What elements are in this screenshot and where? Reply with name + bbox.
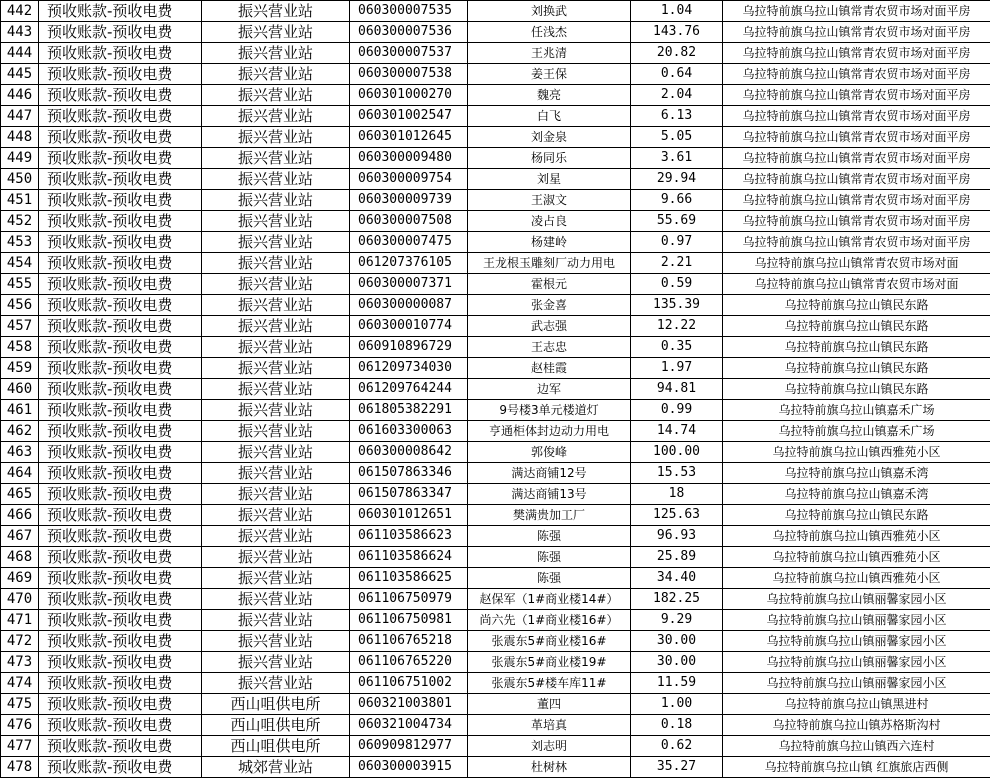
account-number-cell[interactable]: 060300007371 — [350, 274, 468, 295]
amount-cell[interactable]: 30.00 — [631, 631, 723, 652]
station-cell[interactable]: 振兴营业站 — [202, 253, 350, 274]
account-number-cell[interactable]: 060300003915 — [350, 757, 468, 778]
account-type-cell[interactable]: 预收账款-预收电费 — [39, 85, 202, 106]
row-number-cell[interactable]: 458 — [1, 337, 39, 358]
address-cell[interactable]: 乌拉特前旗乌拉山镇嘉禾广场 — [723, 421, 990, 442]
account-number-cell[interactable]: 060300008642 — [350, 442, 468, 463]
table-row[interactable] — [1, 673, 990, 694]
amount-cell[interactable]: 9.29 — [631, 610, 723, 631]
row-number-cell[interactable]: 461 — [1, 400, 39, 421]
row-number-cell[interactable]: 476 — [1, 715, 39, 736]
account-type-cell[interactable]: 预收账款-预收电费 — [39, 463, 202, 484]
account-number-cell[interactable]: 060300009739 — [350, 190, 468, 211]
account-type-cell[interactable]: 预收账款-预收电费 — [39, 736, 202, 757]
row-number-cell[interactable]: 447 — [1, 106, 39, 127]
customer-name-cell[interactable]: 张震东5#商业楼19# — [468, 652, 631, 673]
account-type-cell[interactable]: 预收账款-预收电费 — [39, 568, 202, 589]
table-row[interactable] — [1, 505, 990, 526]
table-row[interactable] — [1, 190, 990, 211]
customer-name-cell[interactable]: 杨同乐 — [468, 148, 631, 169]
account-number-cell[interactable]: 060300000087 — [350, 295, 468, 316]
account-number-cell[interactable]: 061106750981 — [350, 610, 468, 631]
station-cell[interactable]: 振兴营业站 — [202, 148, 350, 169]
address-cell[interactable]: 乌拉特前旗乌拉山镇民东路 — [723, 379, 990, 400]
station-cell[interactable]: 振兴营业站 — [202, 547, 350, 568]
address-cell[interactable]: 乌拉特前旗乌拉山镇常青农贸市场对面平房 — [723, 190, 990, 211]
address-cell[interactable]: 乌拉特前旗乌拉山镇常青农贸市场对面平房 — [723, 169, 990, 190]
station-cell[interactable]: 振兴营业站 — [202, 673, 350, 694]
address-cell[interactable]: 乌拉特前旗乌拉山镇苏格斯沟村 — [723, 715, 990, 736]
account-number-cell[interactable]: 060300009480 — [350, 148, 468, 169]
account-type-cell[interactable]: 预收账款-预收电费 — [39, 526, 202, 547]
table-row[interactable] — [1, 547, 990, 568]
customer-name-cell[interactable]: 王龙根玉雕刻厂动力用电 — [468, 253, 631, 274]
amount-cell[interactable]: 12.22 — [631, 316, 723, 337]
account-type-cell[interactable]: 预收账款-预收电费 — [39, 64, 202, 85]
address-cell[interactable]: 乌拉特前旗乌拉山镇常青农贸市场对面平房 — [723, 22, 990, 43]
table-row[interactable] — [1, 169, 990, 190]
table-row[interactable] — [1, 64, 990, 85]
table-row[interactable] — [1, 22, 990, 43]
table-row[interactable] — [1, 694, 990, 715]
station-cell[interactable]: 振兴营业站 — [202, 316, 350, 337]
table-row[interactable] — [1, 316, 990, 337]
customer-name-cell[interactable]: 9号楼3单元楼道灯 — [468, 400, 631, 421]
table-row[interactable] — [1, 568, 990, 589]
address-cell[interactable]: 乌拉特前旗乌拉山镇常青农贸市场对面平房 — [723, 148, 990, 169]
account-number-cell[interactable]: 060910896729 — [350, 337, 468, 358]
account-number-cell[interactable]: 061106750979 — [350, 589, 468, 610]
account-number-cell[interactable]: 061507863346 — [350, 463, 468, 484]
account-type-cell[interactable]: 预收账款-预收电费 — [39, 421, 202, 442]
customer-name-cell[interactable]: 赵桂霞 — [468, 358, 631, 379]
account-number-cell[interactable]: 061209734030 — [350, 358, 468, 379]
amount-cell[interactable]: 0.97 — [631, 232, 723, 253]
address-cell[interactable]: 乌拉特前旗乌拉山镇嘉禾湾 — [723, 484, 990, 505]
account-type-cell[interactable]: 预收账款-预收电费 — [39, 1, 202, 22]
station-cell[interactable]: 振兴营业站 — [202, 568, 350, 589]
customer-name-cell[interactable]: 白飞 — [468, 106, 631, 127]
address-cell[interactable]: 乌拉特前旗乌拉山镇常青农贸市场对面平房 — [723, 211, 990, 232]
table-row[interactable] — [1, 421, 990, 442]
address-cell[interactable]: 乌拉特前旗乌拉山镇西雅苑小区 — [723, 568, 990, 589]
table-row[interactable] — [1, 253, 990, 274]
table-row[interactable] — [1, 610, 990, 631]
account-number-cell[interactable]: 060300007538 — [350, 64, 468, 85]
row-number-cell[interactable]: 460 — [1, 379, 39, 400]
address-cell[interactable]: 乌拉特前旗乌拉山镇常青农贸市场对面平房 — [723, 85, 990, 106]
row-number-cell[interactable]: 478 — [1, 757, 39, 778]
account-type-cell[interactable]: 预收账款-预收电费 — [39, 169, 202, 190]
customer-name-cell[interactable]: 霍根元 — [468, 274, 631, 295]
row-number-cell[interactable]: 452 — [1, 211, 39, 232]
account-type-cell[interactable]: 预收账款-预收电费 — [39, 379, 202, 400]
row-number-cell[interactable]: 471 — [1, 610, 39, 631]
station-cell[interactable]: 振兴营业站 — [202, 526, 350, 547]
station-cell[interactable]: 振兴营业站 — [202, 400, 350, 421]
account-number-cell[interactable]: 060300009754 — [350, 169, 468, 190]
row-number-cell[interactable]: 446 — [1, 85, 39, 106]
row-number-cell[interactable]: 468 — [1, 547, 39, 568]
account-type-cell[interactable]: 预收账款-预收电费 — [39, 505, 202, 526]
row-number-cell[interactable]: 464 — [1, 463, 39, 484]
amount-cell[interactable]: 11.59 — [631, 673, 723, 694]
row-number-cell[interactable]: 477 — [1, 736, 39, 757]
account-type-cell[interactable]: 预收账款-预收电费 — [39, 232, 202, 253]
account-number-cell[interactable]: 060300007508 — [350, 211, 468, 232]
address-cell[interactable]: 乌拉特前旗乌拉山镇 红旗旅店西侧 — [723, 757, 990, 778]
customer-name-cell[interactable]: 姜王保 — [468, 64, 631, 85]
row-number-cell[interactable]: 463 — [1, 442, 39, 463]
address-cell[interactable]: 乌拉特前旗乌拉山镇常青农贸市场对面平房 — [723, 232, 990, 253]
amount-cell[interactable]: 96.93 — [631, 526, 723, 547]
table-row[interactable] — [1, 463, 990, 484]
amount-cell[interactable]: 15.53 — [631, 463, 723, 484]
station-cell[interactable]: 振兴营业站 — [202, 610, 350, 631]
address-cell[interactable]: 乌拉特前旗乌拉山镇丽馨家园小区 — [723, 631, 990, 652]
station-cell[interactable]: 振兴营业站 — [202, 274, 350, 295]
customer-name-cell[interactable]: 武志强 — [468, 316, 631, 337]
row-number-cell[interactable]: 462 — [1, 421, 39, 442]
table-row[interactable] — [1, 589, 990, 610]
address-cell[interactable]: 乌拉特前旗乌拉山镇丽馨家园小区 — [723, 589, 990, 610]
customer-name-cell[interactable]: 杜树林 — [468, 757, 631, 778]
account-number-cell[interactable]: 061103586623 — [350, 526, 468, 547]
station-cell[interactable]: 振兴营业站 — [202, 505, 350, 526]
account-number-cell[interactable]: 061106751002 — [350, 673, 468, 694]
station-cell[interactable]: 振兴营业站 — [202, 358, 350, 379]
account-type-cell[interactable]: 预收账款-预收电费 — [39, 211, 202, 232]
table-row[interactable] — [1, 400, 990, 421]
account-number-cell[interactable]: 060300007535 — [350, 1, 468, 22]
account-type-cell[interactable]: 预收账款-预收电费 — [39, 694, 202, 715]
customer-name-cell[interactable]: 革培真 — [468, 715, 631, 736]
row-number-cell[interactable]: 465 — [1, 484, 39, 505]
table-row[interactable] — [1, 526, 990, 547]
customer-name-cell[interactable]: 张震东5#楼车库11# — [468, 673, 631, 694]
amount-cell[interactable]: 35.27 — [631, 757, 723, 778]
row-number-cell[interactable]: 449 — [1, 148, 39, 169]
address-cell[interactable]: 乌拉特前旗乌拉山镇民东路 — [723, 505, 990, 526]
account-type-cell[interactable]: 预收账款-预收电费 — [39, 673, 202, 694]
amount-cell[interactable]: 5.05 — [631, 127, 723, 148]
account-type-cell[interactable]: 预收账款-预收电费 — [39, 589, 202, 610]
amount-cell[interactable]: 0.99 — [631, 400, 723, 421]
amount-cell[interactable]: 34.40 — [631, 568, 723, 589]
address-cell[interactable]: 乌拉特前旗乌拉山镇民东路 — [723, 358, 990, 379]
address-cell[interactable]: 乌拉特前旗乌拉山镇西雅苑小区 — [723, 442, 990, 463]
amount-cell[interactable]: 94.81 — [631, 379, 723, 400]
customer-name-cell[interactable]: 满达商铺13号 — [468, 484, 631, 505]
station-cell[interactable]: 振兴营业站 — [202, 442, 350, 463]
row-number-cell[interactable]: 459 — [1, 358, 39, 379]
address-cell[interactable]: 乌拉特前旗乌拉山镇嘉禾广场 — [723, 400, 990, 421]
station-cell[interactable]: 振兴营业站 — [202, 43, 350, 64]
table-row[interactable] — [1, 631, 990, 652]
row-number-cell[interactable]: 454 — [1, 253, 39, 274]
row-number-cell[interactable]: 443 — [1, 22, 39, 43]
customer-name-cell[interactable]: 陈强 — [468, 547, 631, 568]
station-cell[interactable]: 振兴营业站 — [202, 127, 350, 148]
account-number-cell[interactable]: 060301002547 — [350, 106, 468, 127]
account-type-cell[interactable]: 预收账款-预收电费 — [39, 295, 202, 316]
station-cell[interactable]: 振兴营业站 — [202, 106, 350, 127]
account-number-cell[interactable]: 060300007536 — [350, 22, 468, 43]
table-row[interactable] — [1, 106, 990, 127]
amount-cell[interactable]: 135.39 — [631, 295, 723, 316]
account-number-cell[interactable]: 061209764244 — [350, 379, 468, 400]
table-row[interactable] — [1, 379, 990, 400]
table-row[interactable] — [1, 148, 990, 169]
table-row[interactable] — [1, 652, 990, 673]
row-number-cell[interactable]: 444 — [1, 43, 39, 64]
address-cell[interactable]: 乌拉特前旗乌拉山镇丽馨家园小区 — [723, 673, 990, 694]
customer-name-cell[interactable]: 陈强 — [468, 568, 631, 589]
address-cell[interactable]: 乌拉特前旗乌拉山镇民东路 — [723, 295, 990, 316]
customer-name-cell[interactable]: 王淑文 — [468, 190, 631, 211]
account-type-cell[interactable]: 预收账款-预收电费 — [39, 631, 202, 652]
customer-name-cell[interactable]: 张震东5#商业楼16# — [468, 631, 631, 652]
row-number-cell[interactable]: 474 — [1, 673, 39, 694]
customer-name-cell[interactable]: 郭俊峰 — [468, 442, 631, 463]
station-cell[interactable]: 振兴营业站 — [202, 211, 350, 232]
account-type-cell[interactable]: 预收账款-预收电费 — [39, 337, 202, 358]
account-number-cell[interactable]: 060300010774 — [350, 316, 468, 337]
row-number-cell[interactable]: 470 — [1, 589, 39, 610]
account-number-cell[interactable]: 060321004734 — [350, 715, 468, 736]
address-cell[interactable]: 乌拉特前旗乌拉山镇常青农贸市场对面平房 — [723, 127, 990, 148]
row-number-cell[interactable]: 467 — [1, 526, 39, 547]
account-number-cell[interactable]: 061103586624 — [350, 547, 468, 568]
station-cell[interactable]: 西山咀供电所 — [202, 715, 350, 736]
customer-name-cell[interactable]: 边军 — [468, 379, 631, 400]
row-number-cell[interactable]: 442 — [1, 1, 39, 22]
station-cell[interactable]: 振兴营业站 — [202, 22, 350, 43]
customer-name-cell[interactable]: 陈强 — [468, 526, 631, 547]
row-number-cell[interactable]: 469 — [1, 568, 39, 589]
station-cell[interactable]: 振兴营业站 — [202, 85, 350, 106]
account-type-cell[interactable]: 预收账款-预收电费 — [39, 652, 202, 673]
customer-name-cell[interactable]: 刘志明 — [468, 736, 631, 757]
customer-name-cell[interactable]: 樊满贵加工厂 — [468, 505, 631, 526]
address-cell[interactable]: 乌拉特前旗乌拉山镇常青农贸市场对面平房 — [723, 43, 990, 64]
account-number-cell[interactable]: 061805382291 — [350, 400, 468, 421]
account-type-cell[interactable]: 预收账款-预收电费 — [39, 547, 202, 568]
account-number-cell[interactable]: 061103586625 — [350, 568, 468, 589]
station-cell[interactable]: 振兴营业站 — [202, 379, 350, 400]
account-type-cell[interactable]: 预收账款-预收电费 — [39, 43, 202, 64]
account-type-cell[interactable]: 预收账款-预收电费 — [39, 316, 202, 337]
station-cell[interactable]: 振兴营业站 — [202, 295, 350, 316]
address-cell[interactable]: 乌拉特前旗乌拉山镇民东路 — [723, 316, 990, 337]
station-cell[interactable]: 西山咀供电所 — [202, 694, 350, 715]
account-type-cell[interactable]: 预收账款-预收电费 — [39, 22, 202, 43]
address-cell[interactable]: 乌拉特前旗乌拉山镇嘉禾湾 — [723, 463, 990, 484]
station-cell[interactable]: 西山咀供电所 — [202, 736, 350, 757]
amount-cell[interactable]: 0.35 — [631, 337, 723, 358]
address-cell[interactable]: 乌拉特前旗乌拉山镇黑进村 — [723, 694, 990, 715]
address-cell[interactable]: 乌拉特前旗乌拉山镇民东路 — [723, 337, 990, 358]
address-cell[interactable]: 乌拉特前旗乌拉山镇丽馨家园小区 — [723, 652, 990, 673]
station-cell[interactable]: 振兴营业站 — [202, 337, 350, 358]
customer-name-cell[interactable]: 亨通柜体封边动力用电 — [468, 421, 631, 442]
amount-cell[interactable]: 14.74 — [631, 421, 723, 442]
account-number-cell[interactable]: 061106765218 — [350, 631, 468, 652]
customer-name-cell[interactable]: 任浅杰 — [468, 22, 631, 43]
account-type-cell[interactable]: 预收账款-预收电费 — [39, 127, 202, 148]
row-number-cell[interactable]: 448 — [1, 127, 39, 148]
amount-cell[interactable]: 182.25 — [631, 589, 723, 610]
account-number-cell[interactable]: 061507863347 — [350, 484, 468, 505]
amount-cell[interactable]: 20.82 — [631, 43, 723, 64]
customer-name-cell[interactable]: 刘换武 — [468, 1, 631, 22]
amount-cell[interactable]: 1.00 — [631, 694, 723, 715]
address-cell[interactable]: 乌拉特前旗乌拉山镇常青农贸市场对面平房 — [723, 106, 990, 127]
table-row[interactable] — [1, 1, 990, 22]
account-number-cell[interactable]: 060301000270 — [350, 85, 468, 106]
station-cell[interactable]: 城郊营业站 — [202, 757, 350, 778]
amount-cell[interactable]: 2.21 — [631, 253, 723, 274]
station-cell[interactable]: 振兴营业站 — [202, 589, 350, 610]
station-cell[interactable]: 振兴营业站 — [202, 631, 350, 652]
account-number-cell[interactable]: 060301012645 — [350, 127, 468, 148]
account-type-cell[interactable]: 预收账款-预收电费 — [39, 148, 202, 169]
amount-cell[interactable]: 125.63 — [631, 505, 723, 526]
address-cell[interactable]: 乌拉特前旗乌拉山镇西雅苑小区 — [723, 547, 990, 568]
table-body — [1, 1, 990, 778]
amount-cell[interactable]: 0.59 — [631, 274, 723, 295]
customer-name-cell[interactable]: 王志忠 — [468, 337, 631, 358]
table-row[interactable] — [1, 337, 990, 358]
amount-cell[interactable]: 2.04 — [631, 85, 723, 106]
amount-cell[interactable]: 30.00 — [631, 652, 723, 673]
station-cell[interactable]: 振兴营业站 — [202, 421, 350, 442]
station-cell[interactable]: 振兴营业站 — [202, 190, 350, 211]
table-row[interactable] — [1, 442, 990, 463]
amount-cell[interactable]: 143.76 — [631, 22, 723, 43]
account-type-cell[interactable]: 预收账款-预收电费 — [39, 484, 202, 505]
station-cell[interactable]: 振兴营业站 — [202, 232, 350, 253]
account-type-cell[interactable]: 预收账款-预收电费 — [39, 442, 202, 463]
amount-cell[interactable]: 9.66 — [631, 190, 723, 211]
customer-name-cell[interactable]: 刘星 — [468, 169, 631, 190]
amount-cell[interactable]: 1.04 — [631, 1, 723, 22]
table-row[interactable] — [1, 85, 990, 106]
customer-name-cell[interactable]: 董四 — [468, 694, 631, 715]
amount-cell[interactable]: 18 — [631, 484, 723, 505]
table-row[interactable] — [1, 757, 990, 778]
amount-cell[interactable]: 6.13 — [631, 106, 723, 127]
address-cell[interactable]: 乌拉特前旗乌拉山镇西雅苑小区 — [723, 526, 990, 547]
amount-cell[interactable]: 0.64 — [631, 64, 723, 85]
table-row[interactable] — [1, 274, 990, 295]
customer-name-cell[interactable]: 刘金泉 — [468, 127, 631, 148]
account-number-cell[interactable]: 060321003801 — [350, 694, 468, 715]
account-type-cell[interactable]: 预收账款-预收电费 — [39, 253, 202, 274]
row-number-cell[interactable]: 455 — [1, 274, 39, 295]
customer-name-cell[interactable]: 赵保军（1#商业楼14#） — [468, 589, 631, 610]
row-number-cell[interactable]: 450 — [1, 169, 39, 190]
account-number-cell[interactable]: 060300007537 — [350, 43, 468, 64]
account-number-cell[interactable]: 060909812977 — [350, 736, 468, 757]
customer-name-cell[interactable]: 魏亮 — [468, 85, 631, 106]
row-number-cell[interactable]: 456 — [1, 295, 39, 316]
account-number-cell[interactable]: 061603300063 — [350, 421, 468, 442]
station-cell[interactable]: 振兴营业站 — [202, 64, 350, 85]
row-number-cell[interactable]: 472 — [1, 631, 39, 652]
account-type-cell[interactable]: 预收账款-预收电费 — [39, 190, 202, 211]
table-row[interactable] — [1, 127, 990, 148]
station-cell[interactable]: 振兴营业站 — [202, 169, 350, 190]
station-cell[interactable]: 振兴营业站 — [202, 463, 350, 484]
amount-cell[interactable]: 55.69 — [631, 211, 723, 232]
customer-name-cell[interactable]: 凌占良 — [468, 211, 631, 232]
row-number-cell[interactable]: 457 — [1, 316, 39, 337]
station-cell[interactable]: 振兴营业站 — [202, 652, 350, 673]
account-type-cell[interactable]: 预收账款-预收电费 — [39, 757, 202, 778]
amount-cell[interactable]: 0.18 — [631, 715, 723, 736]
amount-cell[interactable]: 1.97 — [631, 358, 723, 379]
station-cell[interactable]: 振兴营业站 — [202, 1, 350, 22]
row-number-cell[interactable]: 453 — [1, 232, 39, 253]
station-cell[interactable]: 振兴营业站 — [202, 484, 350, 505]
table-row[interactable] — [1, 736, 990, 757]
customer-name-cell[interactable]: 张金喜 — [468, 295, 631, 316]
amount-cell[interactable]: 3.61 — [631, 148, 723, 169]
table-row[interactable] — [1, 715, 990, 736]
amount-cell[interactable]: 25.89 — [631, 547, 723, 568]
address-cell[interactable]: 乌拉特前旗乌拉山镇常青农贸市场对面 — [723, 253, 990, 274]
row-number-cell[interactable]: 445 — [1, 64, 39, 85]
account-type-cell[interactable]: 预收账款-预收电费 — [39, 274, 202, 295]
account-type-cell[interactable]: 预收账款-预收电费 — [39, 715, 202, 736]
account-type-cell[interactable]: 预收账款-预收电费 — [39, 358, 202, 379]
address-cell[interactable]: 乌拉特前旗乌拉山镇常青农贸市场对面 — [723, 274, 990, 295]
address-cell[interactable]: 乌拉特前旗乌拉山镇常青农贸市场对面平房 — [723, 64, 990, 85]
amount-cell[interactable]: 0.62 — [631, 736, 723, 757]
customer-name-cell[interactable]: 杨建岭 — [468, 232, 631, 253]
amount-cell[interactable]: 100.00 — [631, 442, 723, 463]
account-type-cell[interactable]: 预收账款-预收电费 — [39, 610, 202, 631]
row-number-cell[interactable]: 466 — [1, 505, 39, 526]
address-cell[interactable]: 乌拉特前旗乌拉山镇丽馨家园小区 — [723, 610, 990, 631]
address-cell[interactable]: 乌拉特前旗乌拉山镇西六连村 — [723, 736, 990, 757]
row-number-cell[interactable]: 475 — [1, 694, 39, 715]
table-row[interactable] — [1, 211, 990, 232]
address-cell[interactable]: 乌拉特前旗乌拉山镇常青农贸市场对面平房 — [723, 1, 990, 22]
account-number-cell[interactable]: 060300007475 — [350, 232, 468, 253]
amount-cell[interactable]: 29.94 — [631, 169, 723, 190]
row-number-cell[interactable]: 473 — [1, 652, 39, 673]
customer-name-cell[interactable]: 尚六先（1#商业楼16#） — [468, 610, 631, 631]
account-number-cell[interactable]: 061207376105 — [350, 253, 468, 274]
table-row[interactable] — [1, 484, 990, 505]
customer-name-cell[interactable]: 王兆清 — [468, 43, 631, 64]
account-type-cell[interactable]: 预收账款-预收电费 — [39, 106, 202, 127]
customer-name-cell[interactable]: 满达商铺12号 — [468, 463, 631, 484]
table-row[interactable] — [1, 295, 990, 316]
account-number-cell[interactable]: 061106765220 — [350, 652, 468, 673]
table-row[interactable] — [1, 358, 990, 379]
table-row[interactable] — [1, 232, 990, 253]
account-type-cell[interactable]: 预收账款-预收电费 — [39, 400, 202, 421]
table-row[interactable] — [1, 43, 990, 64]
row-number-cell[interactable]: 451 — [1, 190, 39, 211]
account-number-cell[interactable]: 060301012651 — [350, 505, 468, 526]
